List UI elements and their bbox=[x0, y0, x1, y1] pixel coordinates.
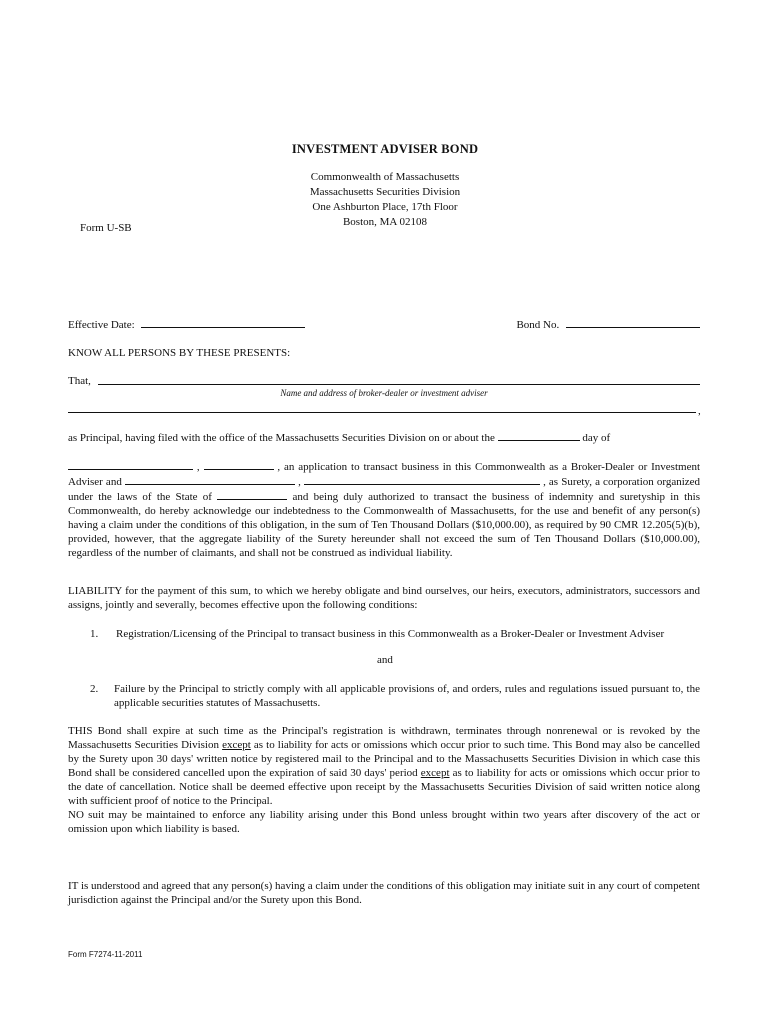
principal-filed-text: as Principal, having filed with the office of the Massachusetts Securities Division on or about the day of bbox=[68, 432, 611, 444]
address-line-2: Massachusetts Securities Division bbox=[309, 186, 461, 198]
form-footer: Form F7274-11-2011 bbox=[68, 950, 143, 959]
filing-day-field[interactable] bbox=[498, 430, 580, 441]
bond-number-label: Bond No. bbox=[516, 319, 560, 331]
surety-state-field[interactable] bbox=[217, 489, 287, 500]
indebtedness-paragraph: , , an application to transact business in this Commonwealth as a Broker-Dealer or Investment Adviser and , , as Surety, a corporation organized under the laws of the State of and being duly authorized to transact the business of indemnity and suretyship in this Commonwealth, do hereby acknowledge our indebtedness to the Commonwealth of Massachusetts, for the use and benefit of any person(s) having a claim under the conditions of this obligation, in the sum of Ten Thousand Dollars ($10,000.00), as required by 90 CMR 12.205(5)(b), provided, however, that the aggregate liability of the Surety hereunder shall not exceed the sum of Ten Thousand Dollars ($10,000.00), regardless of the number of claimants, and shall not be construed as individual liability. bbox=[68, 461, 701, 559]
effective-date-field[interactable] bbox=[141, 316, 305, 328]
bond-number-field[interactable] bbox=[566, 316, 700, 328]
address-line-3: One Ashburton Place, 17th Floor bbox=[312, 201, 458, 213]
surety-name-field[interactable] bbox=[304, 474, 540, 485]
effective-date-row bbox=[68, 316, 305, 332]
condition-1-text: Registration/Licensing of the Principal to transact business in this Commonwealth as a Broker-Dealer or Investment Adviser bbox=[116, 628, 665, 640]
claim-paragraph: IT is understood and agreed that any person(s) having a claim under the conditions of this obligation may initiate suit in any court of competent jurisdiction against the Principal and/or the Surety upon this Bond. bbox=[68, 880, 700, 906]
effective-date-label: Effective Date: bbox=[68, 319, 135, 331]
comma-mark: , bbox=[698, 405, 701, 417]
form-id: Form U-SB bbox=[80, 222, 132, 234]
condition-2 bbox=[68, 682, 700, 710]
expiration-paragraph: THIS Bond shall expire at such time as the Principal's registration is withdrawn, terminates through nonrenewal or is revoked by the Massachusetts Securities Division except as to liability for acts or omissions which occur prior to such time. This Bond may also be cancelled by the Surety upon 30 days' written notice by registered mail to the Principal and to the Massachusetts Securities Division in which case this Bond shall be considered cancelled upon the expiration of said 30 days' period except as to liability for acts or omissions which occur prior to the date of cancellation. Notice shall be deemed effective upon receipt by the Massachusetts Securities Division of said written notice along with sufficient proof of notice to the Principal. bbox=[68, 725, 701, 807]
filing-month-field[interactable] bbox=[68, 459, 193, 470]
condition-2-number: 2. bbox=[90, 683, 99, 695]
address-line-1: Commonwealth of Massachusetts bbox=[310, 171, 460, 183]
liability-paragraph: LIABILITY for the payment of this sum, to which we hereby obligate and bind ourselves, our heirs, executors, administrators, successors and assigns, jointly and severally, becomes effective upon the following conditions: bbox=[68, 585, 700, 611]
condition-1-number: 1. bbox=[90, 628, 99, 640]
condition-1 bbox=[68, 627, 700, 641]
no-suit-paragraph: NO suit may be maintained to enforce any liability arising under this Bond unless brought within two years after discovery of the act or omission upon which liability is based. bbox=[68, 809, 700, 835]
address-line-4: Boston, MA 02108 bbox=[342, 216, 428, 228]
filing-year-field[interactable] bbox=[204, 459, 274, 470]
document-title: INVESTMENT ADVISER BOND bbox=[291, 142, 479, 156]
that-label: That, bbox=[68, 375, 91, 387]
principal-name-caption: Name and address of broker-dealer or investment adviser bbox=[280, 388, 488, 398]
bond-number-row bbox=[516, 316, 700, 332]
except-emphasis-1: except bbox=[222, 739, 251, 751]
and-connector: and bbox=[377, 654, 393, 666]
except-emphasis-2: except bbox=[420, 767, 450, 779]
principal-name-field[interactable] bbox=[98, 384, 700, 385]
know-all-heading: KNOW ALL PERSONS BY THESE PRESENTS: bbox=[68, 347, 291, 359]
principal-address-field[interactable] bbox=[68, 401, 696, 413]
adviser-name-field[interactable] bbox=[125, 474, 295, 485]
condition-2-text: Failure by the Principal to strictly comply with all applicable provisions of, and orders, rules and regulations issued pursuant to, the applicable securities statutes of Massachusetts. bbox=[114, 683, 700, 709]
